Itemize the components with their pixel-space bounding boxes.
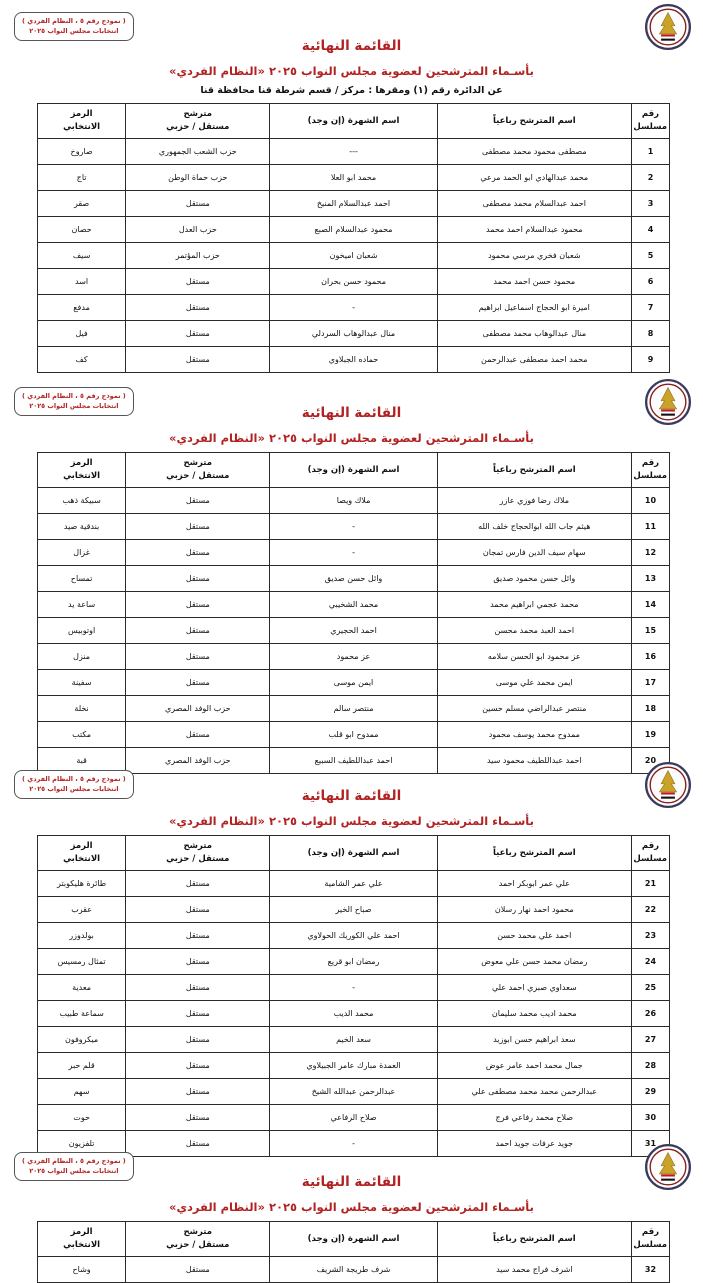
serial-cell: 32 [631, 1257, 669, 1283]
candidate-name-cell: محمد اديب محمد سليمان [437, 1001, 631, 1027]
serial-cell: 19 [631, 722, 669, 748]
symbol-cell: اسد [38, 269, 126, 295]
table-row [38, 566, 670, 592]
candidate-name-cell: محمود احمد نهار رسلان [437, 897, 631, 923]
table-row [38, 618, 670, 644]
table-header-row [38, 836, 670, 871]
serial-cell: 3 [631, 191, 669, 217]
known-as-cell: منتصر سالم [270, 696, 437, 722]
affiliation-cell: مستقل [126, 871, 270, 897]
symbol-cell: وشاح [38, 1257, 126, 1283]
form-stamp [14, 387, 134, 416]
serial-cell: 5 [631, 243, 669, 269]
table-row [38, 1027, 670, 1053]
page-subtitle: بأسـماء المترشحين لعضوية مجلس النواب ٢٠٢٥ «النظام الفردي» [169, 64, 534, 78]
affiliation-cell: مستقل [126, 347, 270, 373]
candidate-name-cell: جمال محمد احمد عامر عوض [437, 1053, 631, 1079]
known-as-cell: محمود حسن بحران [270, 269, 437, 295]
known-as-cell: عبدالرحمن عبدالله الشيخ [270, 1079, 437, 1105]
symbol-cell: حصان [38, 217, 126, 243]
candidate-name-cell: سهام سيف الدين فارس تمجان [437, 540, 631, 566]
table-row [38, 269, 670, 295]
col-symbol: الرمز الانتخابي [38, 836, 126, 871]
stamp-line1: ( نموذج رقم ٥ ، النظام الفردي ) [22, 392, 126, 400]
candidate-name-cell: ملاك رضا فوزي عازر [437, 488, 631, 514]
candidate-name-cell: منتصر عبدالراضي مسلم حسين [437, 696, 631, 722]
table-row [38, 347, 670, 373]
table-row [38, 923, 670, 949]
candidate-name-cell: محمود حسن احمد محمد [437, 269, 631, 295]
serial-cell: 31 [631, 1131, 669, 1157]
affiliation-cell: مستقل [126, 1105, 270, 1131]
page-subtitle: بأسـماء المترشحين لعضوية مجلس النواب ٢٠٢٥ «النظام الفردي» [169, 814, 534, 828]
col-serial: رقم مسلسل [631, 104, 669, 139]
district-line: عن الدائرة رقم (١) ومقرها : مركز / قسم شرطة قنا محافظة قنا [200, 85, 503, 96]
affiliation-cell: مستقل [126, 722, 270, 748]
stamp-line2: انتخابات مجلس النواب ٢٠٢٥ [29, 785, 119, 794]
col-candidate-name: اسم المترشح رباعياً [437, 1222, 631, 1257]
serial-cell: 7 [631, 295, 669, 321]
candidate-name-cell: احمد العبد محمد محسن [437, 618, 631, 644]
serial-cell: 1 [631, 139, 669, 165]
candidate-name-cell: عبدالرحمن محمد محمد مصطفى علي [437, 1079, 631, 1105]
affiliation-cell: مستقل [126, 670, 270, 696]
affiliation-cell: مستقل [126, 975, 270, 1001]
known-as-cell: منال عبدالوهاب السردلي [270, 321, 437, 347]
symbol-cell: تمساح [38, 566, 126, 592]
candidate-name-cell: اميرة ابو الحجاج اسماعيل ابراهيم [437, 295, 631, 321]
stamp-line2: انتخابات مجلس النواب ٢٠٢٥ [29, 27, 119, 36]
known-as-cell: محمد ابو العلا [270, 165, 437, 191]
affiliation-cell: مستقل [126, 1053, 270, 1079]
known-as-cell: ملاك ويصا [270, 488, 437, 514]
stamp-line1: ( نموذج رقم ٥ ، النظام الفردي ) [22, 17, 126, 25]
form-stamp [14, 1152, 134, 1181]
symbol-cell: سماعة طبيب [38, 1001, 126, 1027]
egypt-eagle-emblem-icon [645, 4, 691, 54]
known-as-cell: حماده الجبلاوي [270, 347, 437, 373]
known-as-cell: احمد عبداللطيف السبيع [270, 748, 437, 774]
table-header-row [38, 104, 670, 139]
table-row [38, 670, 670, 696]
table-row [38, 1001, 670, 1027]
stamp-line1: ( نموذج رقم ٥ ، النظام الفردي ) [22, 1157, 126, 1165]
stamp-line2: انتخابات مجلس النواب ٢٠٢٥ [29, 1167, 119, 1176]
candidate-name-cell: سعداوي صبري احمد علي [437, 975, 631, 1001]
known-as-cell: ممدوح ابو قلب [270, 722, 437, 748]
candidate-name-cell: صلاح محمد رفاعي فرج [437, 1105, 631, 1131]
known-as-cell: العمدة مبارك عامر الجبيلاوي [270, 1053, 437, 1079]
symbol-cell: سبيكة ذهب [38, 488, 126, 514]
candidates-table [37, 835, 670, 1157]
affiliation-cell: حزب حماة الوطن [126, 165, 270, 191]
known-as-cell: شرف طريجة الشريف [270, 1257, 437, 1283]
affiliation-cell: مستقل [126, 321, 270, 347]
known-as-cell: محمد الديب [270, 1001, 437, 1027]
stamp-line2: انتخابات مجلس النواب ٢٠٢٥ [29, 402, 119, 411]
form-stamp [14, 770, 134, 799]
known-as-cell: ايمن موسى [270, 670, 437, 696]
known-as-cell: --- [270, 139, 437, 165]
table-row [38, 696, 670, 722]
table-row [38, 165, 670, 191]
candidate-name-cell: محمود عبدالسلام احمد محمد [437, 217, 631, 243]
symbol-cell: مدفع [38, 295, 126, 321]
serial-cell: 29 [631, 1079, 669, 1105]
affiliation-cell: مستقل [126, 295, 270, 321]
candidate-name-cell: احمد علي محمد حسن [437, 923, 631, 949]
page-title: القائمة النهائية [301, 1174, 402, 1190]
serial-cell: 15 [631, 618, 669, 644]
symbol-cell: سفينة [38, 670, 126, 696]
serial-cell: 4 [631, 217, 669, 243]
table-row [38, 191, 670, 217]
affiliation-cell: مستقل [126, 897, 270, 923]
affiliation-cell: حزب العدل [126, 217, 270, 243]
page-title: القائمة النهائية [301, 788, 402, 804]
candidates-table [37, 1221, 670, 1283]
symbol-cell: تمثال رمسيس [38, 949, 126, 975]
candidate-name-cell: محمد عجمي ابراهيم محمد [437, 592, 631, 618]
affiliation-cell: مستقل [126, 1257, 270, 1283]
symbol-cell: تاج [38, 165, 126, 191]
known-as-cell: عز محمود [270, 644, 437, 670]
symbol-cell: حوت [38, 1105, 126, 1131]
symbol-cell: غزال [38, 540, 126, 566]
serial-cell: 21 [631, 871, 669, 897]
symbol-cell: نخلة [38, 696, 126, 722]
list-section-1 [0, 0, 703, 375]
known-as-cell: - [270, 540, 437, 566]
egypt-eagle-emblem-icon [645, 1144, 691, 1194]
affiliation-cell: حزب الشعب الجمهوري [126, 139, 270, 165]
serial-cell: 11 [631, 514, 669, 540]
known-as-cell: محمود عبدالسلام الصبع [270, 217, 437, 243]
serial-cell: 6 [631, 269, 669, 295]
serial-cell: 14 [631, 592, 669, 618]
serial-cell: 24 [631, 949, 669, 975]
candidate-name-cell: ممدوح محمد يوسف محمود [437, 722, 631, 748]
col-affiliation: مترشح مستقل / حزبي [126, 453, 270, 488]
serial-cell: 10 [631, 488, 669, 514]
col-serial: رقم مسلسل [631, 1222, 669, 1257]
table-row [38, 1079, 670, 1105]
symbol-cell: صقر [38, 191, 126, 217]
table-row [38, 139, 670, 165]
col-candidate-name: اسم المترشح رباعياً [437, 453, 631, 488]
serial-cell: 28 [631, 1053, 669, 1079]
symbol-cell: معدية [38, 975, 126, 1001]
serial-cell: 22 [631, 897, 669, 923]
serial-cell: 18 [631, 696, 669, 722]
serial-cell: 20 [631, 748, 669, 774]
candidate-name-cell: وائل حسن محمود صديق [437, 566, 631, 592]
symbol-cell: بولدوزر [38, 923, 126, 949]
affiliation-cell: مستقل [126, 540, 270, 566]
known-as-cell: وائل حسن صديق [270, 566, 437, 592]
known-as-cell: سعد الخيم [270, 1027, 437, 1053]
candidate-name-cell: محمد احمد مصطفى عبدالرحمن [437, 347, 631, 373]
symbol-cell: سيف [38, 243, 126, 269]
serial-cell: 30 [631, 1105, 669, 1131]
col-symbol: الرمز الانتخابي [38, 104, 126, 139]
candidate-name-cell: عز محمود ابو الحسن سلامه [437, 644, 631, 670]
known-as-cell: - [270, 295, 437, 321]
affiliation-cell: مستقل [126, 566, 270, 592]
affiliation-cell: حزب المؤتمر [126, 243, 270, 269]
egypt-eagle-emblem-icon [645, 762, 691, 812]
candidates-table [37, 103, 670, 373]
affiliation-cell: مستقل [126, 1001, 270, 1027]
known-as-cell: احمد علي الكوريك الحولاوي [270, 923, 437, 949]
serial-cell: 12 [631, 540, 669, 566]
candidate-name-cell: محمد عبدالهادي ابو الحمد مرعي [437, 165, 631, 191]
known-as-cell: محمد الشخيبي [270, 592, 437, 618]
col-serial: رقم مسلسل [631, 453, 669, 488]
affiliation-cell: حزب الوفد المصري [126, 748, 270, 774]
stamp-line1: ( نموذج رقم ٥ ، النظام الفردي ) [22, 775, 126, 783]
symbol-cell: تلفزيون [38, 1131, 126, 1157]
symbol-cell: صاروخ [38, 139, 126, 165]
page-subtitle: بأسـماء المترشحين لعضوية مجلس النواب ٢٠٢٥ «النظام الفردي» [169, 1200, 534, 1214]
candidate-name-cell: ايمن محمد علي موسى [437, 670, 631, 696]
table-row [38, 975, 670, 1001]
known-as-cell: علي عمر الشامية [270, 871, 437, 897]
symbol-cell: طائرة هليكوبتر [38, 871, 126, 897]
known-as-cell: - [270, 1131, 437, 1157]
serial-cell: 13 [631, 566, 669, 592]
symbol-cell: عقرب [38, 897, 126, 923]
col-known-as: اسم الشهرة (إن وجد) [270, 1222, 437, 1257]
affiliation-cell: مستقل [126, 514, 270, 540]
candidate-name-cell: سعد ابراهيم حسن ابوزيد [437, 1027, 631, 1053]
table-row [38, 1053, 670, 1079]
page-title: القائمة النهائية [301, 405, 402, 421]
col-serial: رقم مسلسل [631, 836, 669, 871]
table-row [38, 592, 670, 618]
known-as-cell: احمد الحجيري [270, 618, 437, 644]
known-as-cell: - [270, 514, 437, 540]
page-subtitle: بأسـماء المترشحين لعضوية مجلس النواب ٢٠٢٥ «النظام الفردي» [169, 431, 534, 445]
col-affiliation: مترشح مستقل / حزبي [126, 836, 270, 871]
affiliation-cell: مستقل [126, 949, 270, 975]
candidate-name-cell: احمد عبداللطيف محمود سيد [437, 748, 631, 774]
serial-cell: 8 [631, 321, 669, 347]
list-section-4 [0, 1140, 703, 1280]
affiliation-cell: مستقل [126, 191, 270, 217]
candidate-name-cell: مصطفى محمود محمد مصطفى [437, 139, 631, 165]
serial-cell: 17 [631, 670, 669, 696]
candidate-name-cell: شعبان فخري مرسي محمود [437, 243, 631, 269]
affiliation-cell: مستقل [126, 269, 270, 295]
col-affiliation: مترشح مستقل / حزبي [126, 1222, 270, 1257]
symbol-cell: بندقية صيد [38, 514, 126, 540]
symbol-cell: ساعة يد [38, 592, 126, 618]
affiliation-cell: مستقل [126, 1079, 270, 1105]
affiliation-cell: حزب الوفد المصري [126, 696, 270, 722]
table-row [38, 1257, 670, 1283]
serial-cell: 9 [631, 347, 669, 373]
candidate-name-cell: رمضان محمد حسن علي معوض [437, 949, 631, 975]
table-row [38, 217, 670, 243]
col-known-as: اسم الشهرة (إن وجد) [270, 836, 437, 871]
table-row [38, 949, 670, 975]
serial-cell: 26 [631, 1001, 669, 1027]
table-row [38, 1105, 670, 1131]
col-known-as: اسم الشهرة (إن وجد) [270, 453, 437, 488]
affiliation-cell: مستقل [126, 1131, 270, 1157]
table-row [38, 488, 670, 514]
table-header-row [38, 453, 670, 488]
candidate-name-cell: احمد عبدالسلام محمد مصطفى [437, 191, 631, 217]
symbol-cell: ميكروفون [38, 1027, 126, 1053]
table-row [38, 295, 670, 321]
serial-cell: 23 [631, 923, 669, 949]
known-as-cell: - [270, 975, 437, 1001]
symbol-cell: قبة [38, 748, 126, 774]
known-as-cell: صلاح الرفاعي [270, 1105, 437, 1131]
candidates-table [37, 452, 670, 774]
col-known-as: اسم الشهرة (إن وجد) [270, 104, 437, 139]
col-candidate-name: اسم المترشح رباعياً [437, 836, 631, 871]
affiliation-cell: مستقل [126, 592, 270, 618]
serial-cell: 16 [631, 644, 669, 670]
known-as-cell: رمضان ابو قريع [270, 949, 437, 975]
symbol-cell: مكتب [38, 722, 126, 748]
col-affiliation: مترشح مستقل / حزبي [126, 104, 270, 139]
symbol-cell: اوتوبيس [38, 618, 126, 644]
serial-cell: 2 [631, 165, 669, 191]
col-candidate-name: اسم المترشح رباعياً [437, 104, 631, 139]
page-title: القائمة النهائية [301, 38, 402, 54]
symbol-cell: منزل [38, 644, 126, 670]
table-row [38, 540, 670, 566]
known-as-cell: شعبان اميخون [270, 243, 437, 269]
col-symbol: الرمز الانتخابي [38, 1222, 126, 1257]
form-stamp [14, 12, 134, 41]
table-row [38, 514, 670, 540]
table-row [38, 871, 670, 897]
known-as-cell: احمد عبدالسلام المنيخ [270, 191, 437, 217]
candidate-name-cell: اشرف فراج محمد سيد [437, 1257, 631, 1283]
serial-cell: 25 [631, 975, 669, 1001]
candidate-name-cell: هيثم جاب الله ابوالحجاج خلف الله [437, 514, 631, 540]
candidate-name-cell: منال عبدالوهاب محمد مصطفى [437, 321, 631, 347]
table-row [38, 243, 670, 269]
list-section-2 [0, 375, 703, 765]
serial-cell: 27 [631, 1027, 669, 1053]
table-row [38, 644, 670, 670]
table-row [38, 321, 670, 347]
affiliation-cell: مستقل [126, 488, 270, 514]
symbol-cell: قلم حبر [38, 1053, 126, 1079]
symbol-cell: فيل [38, 321, 126, 347]
candidate-name-cell: جويد عرفات جويد احمد [437, 1131, 631, 1157]
affiliation-cell: مستقل [126, 1027, 270, 1053]
table-header-row [38, 1222, 670, 1257]
table-row [38, 722, 670, 748]
egypt-eagle-emblem-icon [645, 379, 691, 429]
col-symbol: الرمز الانتخابي [38, 453, 126, 488]
symbol-cell: سهم [38, 1079, 126, 1105]
symbol-cell: كف [38, 347, 126, 373]
affiliation-cell: مستقل [126, 923, 270, 949]
table-row [38, 897, 670, 923]
affiliation-cell: مستقل [126, 644, 270, 670]
candidate-name-cell: علي عمر ابوبكر احمد [437, 871, 631, 897]
list-section-3 [0, 758, 703, 1148]
affiliation-cell: مستقل [126, 618, 270, 644]
known-as-cell: صباح الخير [270, 897, 437, 923]
